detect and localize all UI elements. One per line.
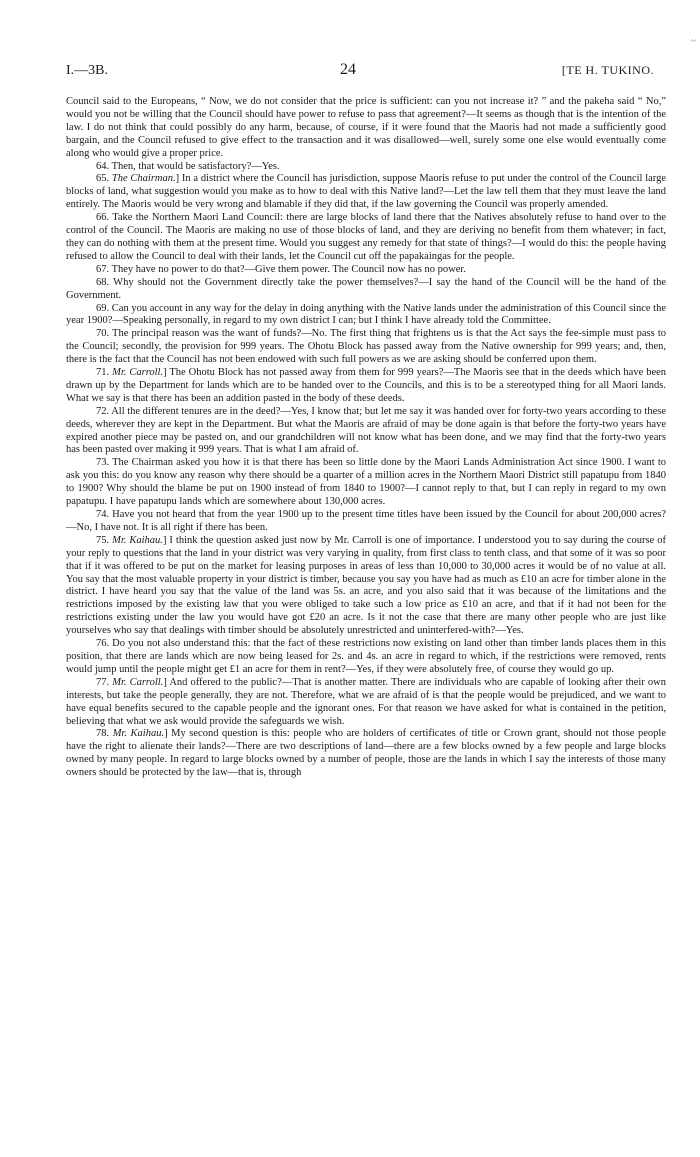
scan-mark: ~ — [690, 36, 696, 47]
question-74: 74. Have you not heard that from the year 1900 up to the present time titles have been issued by the Council for about 200,000 acres?—No, I have not. It is all right if there has been. — [66, 509, 666, 533]
speaker-label: The Chairman. — [111, 173, 176, 185]
question-69: 69. Can you account in any way for the delay in doing anything with the Native lands under the administration of this Council since the year 1900?—Speaking personally, in regard to my own district I can; but I think I have already told the Committee. — [66, 302, 666, 327]
speaker-label: Mr. Carroll. — [112, 676, 164, 688]
speaker-label: Mr. Kaihau. — [112, 728, 165, 740]
speaker-label: Mr. Carroll. — [112, 367, 164, 379]
question-65: 65. The Chairman.] In a district where the Council has jurisdiction, suppose Maoris refuse to put under the control of the Council large blocks of land, what suggestion would you make as to how to deal with this Native land?—Let the law tell them that they must leave the land entirely. The Maoris would be very wrong and blamable if they did that, if the law governing the Council was properly amended. — [66, 173, 667, 211]
page-number: 24 — [340, 61, 356, 78]
speaker-label: Mr. Kaihau. — [112, 534, 163, 546]
question-78: 78. Mr. Kaihau.] My second question is this: people who are holders of certificates of title or Crown grant, should not those people have the right to alienate their lands?—There are two descriptions of land—there are a few blocks owned by a few people and large blocks owned by many people. In regard to large blocks owned by a number of people, those are the lands in which I say the interests of those many owners should be protected by the law—that is, through — [66, 728, 666, 779]
page-header — [66, 63, 680, 83]
question-77: 77. Mr. Carroll.] And offered to the public?—That is another matter. There are individuals who are capable of looking after their own interests, but take the people generally, they are not. Therefore, what we are afraid of is that the people would be prejudiced, and we want to have equal benefits secured to the capable people and the ignorant ones. For that reason we have asked for what is contained in the petition, believing that what we ask would provide the safeguards we wish. — [66, 676, 666, 727]
witness-name: [TE H. TUKINO. — [561, 63, 654, 77]
minutes-body — [66, 96, 666, 780]
question-76: 76. Do you not also understand this: that the fact of these restrictions now existing on land other than timber lands places them in this position, that there are lands which are now being leased for 2s. and 4s. an acre in regard to which, if the restrictions were removed, rents would jump until the people might get £1 an acre for them in rent?—Yes, if they were absolutely free, of course they would go up. — [66, 638, 667, 675]
question-71: 71. Mr. Carroll.] The Ohotu Block has not passed away from them for 999 years?—The Maoris see that in the deeds which have been drawn up by the Department for lands which are to be handed over to the Councils, and this is to be a stereotyped thing for all Maori lands. What we say is that there has been an addition pasted in the body of these deeds. — [66, 367, 667, 404]
paragraph-continued: Council said to the Europeans, “ Now, we do not consider that the price is sufficient: can you not increase it? ” and the pakeha said “ No,” would you not be willing that the Council should have power to refuse to pass that agreement?—It seems as though that is the intention of the law. I do not think that could possibly do any harm, because, of course, if it were found that the Maoris had not made a sufficiently good bargain, and the Council refused to give effect to the transaction and it was disallowed—well, surely some one else would eventually come along who would give a proper price. — [66, 96, 666, 159]
question-66: 66. Take the Northern Maori Land Council: there are large blocks of land there that the Natives absolutely refuse to hand over to the control of the Council. The Maoris are making no use of those blocks of land, and they are deriving no benefit from them whatever; in fact, they can do nothing with them at the present time. Would you suggest any remedy for that state of things?—I would do this: the people having refused to allow the Council to deal with their lands, let the Council cut off the papakaingas for the people. — [66, 212, 667, 262]
question-70: 70. The principal reason was the want of funds?—No. The first thing that frightens us is that the Act says the fee-simple must pass to the Council; secondly, the provision for 999 years. The Ohotu Block has passed away from the Native ownership for 999 years; and, then, there is the fact that the Council has not been endowed with such full powers as we are asking should be conferred upon them. — [66, 328, 666, 366]
question-75: 75. Mr. Kaihau.] I think the question asked just now by Mr. Carroll is one of importance. I understood you to say during the course of your reply to questions that the land in your district was very varying in quality, from first class to tenth class, and that some of it was so poor that if it was offered to be put on the market for leasing purposes in areas of less than 10,000 to 30,000 acres it would be of no value at all. You say that the most valuable property in your district is timber, because you say you have had as much as £10 an acre for timber alone in the district. I have heard you say that the value of the land was 5s. an acre, and you also said that it was because of the limitations and the restrictions imposed by the existing law that you were obliged to take such a low price as £10 an acre, and that if it had not been for the restrictions existing under the law you would have got £20 an acre. Is it not the case that there are many other people who are just like yourselves who say that dealings with timber should be absolutely unrestricted and uninterfered-with?—Yes. — [66, 534, 667, 637]
question-64: 64. Then, that would be satisfactory?—Yes. — [96, 160, 280, 172]
paper-reference: I.—3B. — [66, 63, 108, 78]
question-68: 68. Why should not the Government directly take the power themselves?—I say the hand of the Council will be the hand of the Government. — [66, 276, 666, 301]
question-67: 67. They have no power to do that?—Give them power. The Council now has no power. — [96, 263, 466, 275]
question-72: 72. All the different tenures are in the deed?—Yes, I know that; but let me say it was handed over for forty-two years according to these deeds, wherever they are kept in the Department. But what the Maoris are afraid of may be done again is that before the forty-two years have expired another piece may be pasted on, and our grandchildren will not know what has been done, and we may find that the forty-two years has been pasted over making it 999 years. That is what I am afraid of. — [66, 405, 667, 456]
question-73: 73. The Chairman asked you how it is that there has been so little done by the Maori Lands Administration Act since 1900. I want to ask you this: do you know any reason why there should be a quarter of a million acres in the Northern Maori District still papatupu from 1840 to 1900? Why should the blame be put on 1900 instead of from 1840 to 1900?—I cannot reply to that, but I can reply in regard to my own papatupu. I have papatupu lands which are somewhere about 130,000 acres. — [66, 457, 666, 508]
